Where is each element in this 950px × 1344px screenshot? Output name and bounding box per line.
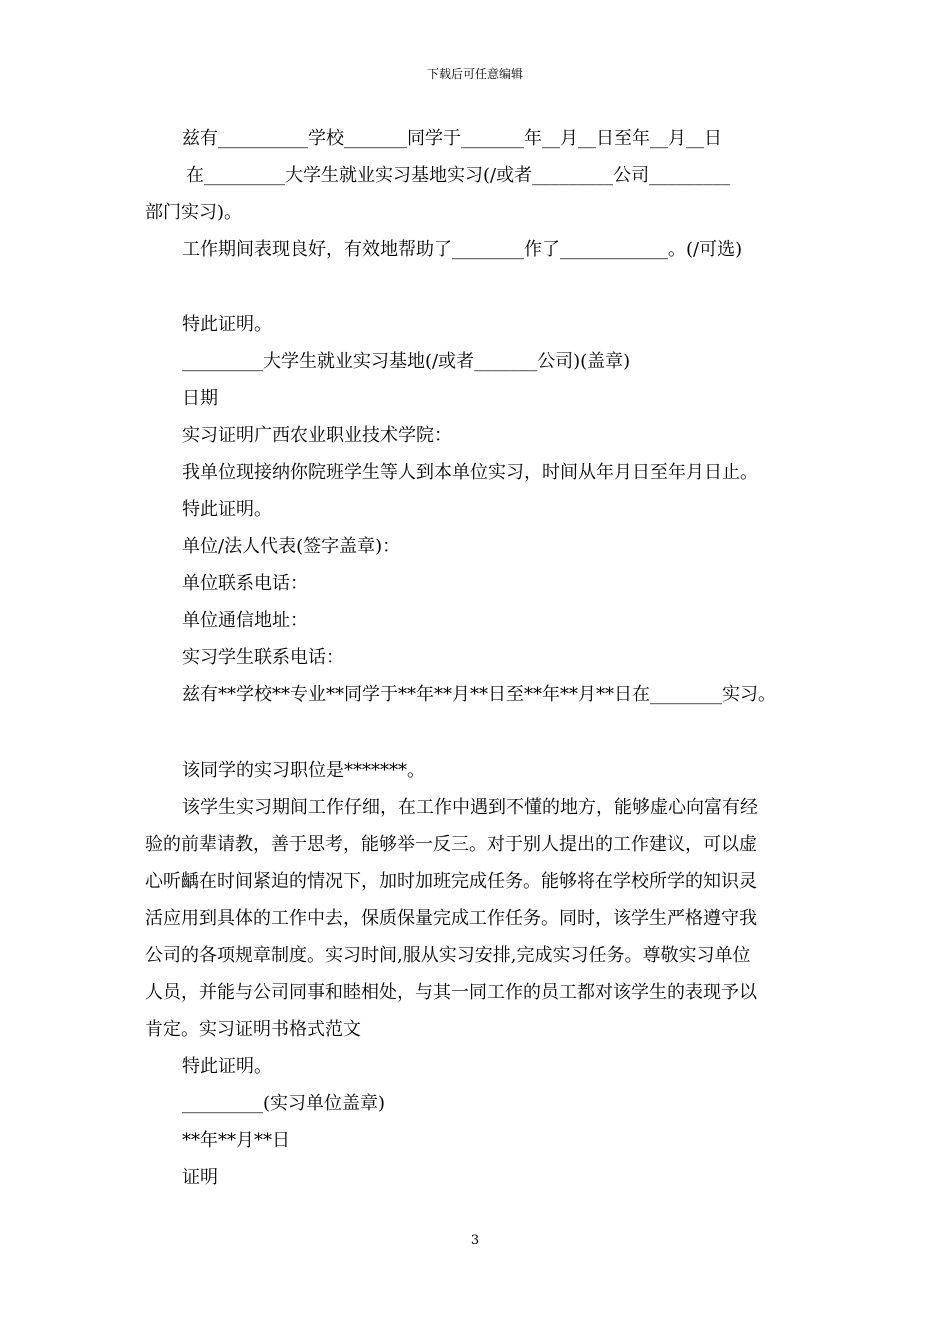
text-line: 证明 [182,1167,218,1188]
text-line: 日期 [182,388,218,409]
text-line: 特此证明。 [182,314,272,335]
text-line: _________(实习单位盖章) [182,1093,386,1114]
text-line: 兹有__________学校_______同学于_______年__月__日至年__月__日 [182,128,722,149]
text-line: 该学生实习期间工作仔细，在工作中遇到不懂的地方，能够虚心向富有经 [182,797,758,818]
page-header-note: 下载后可任意编辑 [426,67,523,81]
text-line: 在_________大学生就业实习基地实习(/或者_________公司_________ [186,165,731,186]
text-line: 该同学的实习职位是*******。 [182,760,425,781]
text-line: 单位/法人代表(签字盖章)： [182,536,401,557]
text-line: 心听齲在时间紧迫的情况下，加时加班完成任务。能够将在学校所学的知识灵 [145,871,757,892]
text-line: _________大学生就业实习基地(/或者_______公司)(盖章) [182,351,631,372]
text-line: 兹有**学校**专业**同学于**年**月**日至**年**月**日在________实习。 [182,684,776,705]
text-line: 人员，并能与公司同事和睦相处，与其一同工作的员工都对该学生的表现予以 [145,982,757,1003]
text-line: 我单位现接纳你院班学生等人到本单位实习，时间从年月日至年月日止。 [182,462,758,483]
text-line: 验的前辈请教，善于思考，能够举一反三。对于别人提出的工作建议，可以虚 [145,834,757,855]
text-line: 公司的各项规章制度。实习时间,服从实习安排,完成实习任务。尊敬实习单位 [145,945,751,966]
text-line: 单位通信地址： [182,610,308,631]
text-line: 工作期间表现良好，有效地帮助了________作了____________。(/可选) [182,239,743,260]
text-line: 特此证明。 [182,1056,272,1077]
text-line: 实习证明广西农业职业技术学院： [182,425,452,446]
text-line: 特此证明。 [182,499,272,520]
text-line: 单位联系电话： [182,573,308,594]
text-line: 活应用到具体的工作中去，保质保量完成工作任务。同时，该学生严格遵守我 [145,908,757,929]
text-line: **年**月**日 [182,1130,290,1151]
text-line: 实习学生联系电话： [182,647,344,668]
text-line: 肯定。实习证明书格式范文 [145,1019,361,1040]
text-line: 部门实习)。 [145,202,243,223]
page-number: 3 [470,1233,480,1248]
